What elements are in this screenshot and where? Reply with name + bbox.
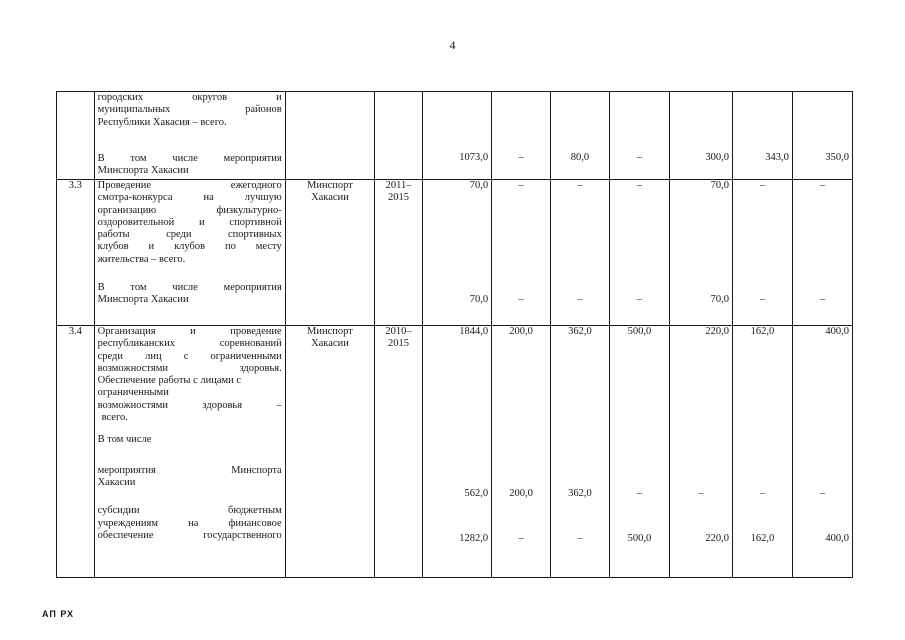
desc-line: Хакасии [97,476,136,488]
desc-line: смотра-конкурса на лучшую [97,192,282,204]
sub-value: – [577,532,583,544]
sub-value: 1073,0 [459,152,489,163]
value: 70,0 [469,180,489,191]
desc-line: Обеспечение работы с лицами с [97,375,242,387]
desc-line: жительства – всего. [97,253,186,265]
desc-line: республиканских соревнований [97,338,282,350]
sub-value: – [518,532,524,544]
sub-value: – [518,152,524,163]
value: 400,0 [825,326,849,337]
value-total [422,326,491,578]
desc-line: ограниченными [97,387,169,399]
value-year [492,326,551,578]
period: 2011–2015 [375,180,423,326]
value-year [732,92,792,180]
row-number: 3.4 [57,326,95,578]
sub-value: – [518,294,524,306]
value-year [669,180,732,326]
sub-value: 500,0 [627,532,652,544]
event-description [94,326,285,578]
desc-line: Проведение ежегодного [97,180,282,191]
executor: Минспорт Хакасии [285,326,374,578]
value-year [792,92,852,180]
value: – [577,180,583,191]
executor: Минспорт Хакасии [285,180,374,326]
sub-value: – [759,488,766,500]
sub-value: 220,0 [705,532,729,544]
value: – [518,180,524,191]
value-year [551,326,610,578]
value-year [492,92,551,180]
desc-line: субсидии бюджетным [97,505,282,517]
value-total [422,92,491,180]
sub-value: – [636,294,643,306]
value: – [819,180,826,191]
page-number: 4 [449,38,456,52]
value: 70,0 [710,180,729,191]
value-year [792,326,852,578]
value: 500,0 [627,326,652,337]
sub-value: – [577,294,583,306]
desc-line: В том числе мероприятия [97,152,282,164]
value: – [636,180,643,191]
desc-line: Республики Хакасия – всего. [97,116,227,128]
table-row [57,92,853,180]
value: 162,0 [750,326,775,337]
sub-value: 362,0 [568,488,592,500]
period [375,92,423,180]
sub-value: 70,0 [469,294,489,306]
program-table [56,91,853,578]
sub-value: – [698,488,704,500]
value-year [551,180,610,326]
value-year [551,92,610,180]
value: 200,0 [509,326,533,337]
value: 362,0 [568,326,592,337]
desc-line: клубов и клубов по месту [97,241,282,253]
sub-value: – [819,488,826,500]
desc-line: мероприятия Минспорта [97,464,282,476]
value-year [609,326,669,578]
desc-line: В том числе мероприятия [97,282,282,294]
executor [285,92,374,180]
sub-value: – [819,294,826,306]
desc-line: городских округов и [97,92,282,103]
desc-line: возможностями здоровья – [97,399,282,411]
value: 220,0 [705,326,729,337]
value-year [669,326,732,578]
sub-value: 80,0 [570,152,590,163]
desc-line: организацию физкультурно- [97,204,282,216]
desc-line: Минспорта Хакасии [97,165,189,177]
sub-value: 162,0 [750,532,775,544]
desc-line: среди лиц с ограниченными [97,350,282,362]
period: 2010–2015 [375,326,423,578]
desc-line: обеспечение государственного [97,529,282,541]
row-number [57,92,95,180]
sub-value: 300,0 [705,152,729,163]
sub-value: – [759,294,766,306]
desc-line: учреждениям на финансовое [97,517,282,529]
value-year [732,326,792,578]
desc-line: Организация и проведение [97,326,282,337]
value-year [669,92,732,180]
desc-line: работы среди спортивных [97,229,282,241]
footer-mark: АП РХ [42,609,75,619]
sub-value: 400,0 [825,532,849,544]
table-row [57,326,853,578]
table-row [57,180,853,326]
value-year [732,180,792,326]
desc-line: Минспорта Хакасии [97,294,189,306]
value: 1844,0 [459,326,489,337]
value-year [609,180,669,326]
event-description [94,92,285,180]
desc-line: оздоровительной и спортивной [97,216,282,228]
value: – [759,180,766,191]
desc-line: возможностями здоровья. [97,362,282,374]
value-year [492,180,551,326]
value-total [422,180,491,326]
sub-value: 1282,0 [459,532,489,544]
row-number: 3.3 [57,180,95,326]
sub-value: 70,0 [710,294,729,306]
sub-value: – [636,152,643,163]
value-year [609,92,669,180]
sub-value: 343,0 [765,152,789,163]
sub-value: 200,0 [509,488,533,500]
sub-value: 350,0 [825,152,849,163]
desc-line: муниципальных районов [97,104,282,116]
sub-value: – [636,488,643,500]
event-description [94,180,285,326]
desc-line: В том числе [97,434,152,446]
desc-line: всего. [101,412,128,424]
sub-value: 562,0 [464,488,489,500]
value-year [792,180,852,326]
